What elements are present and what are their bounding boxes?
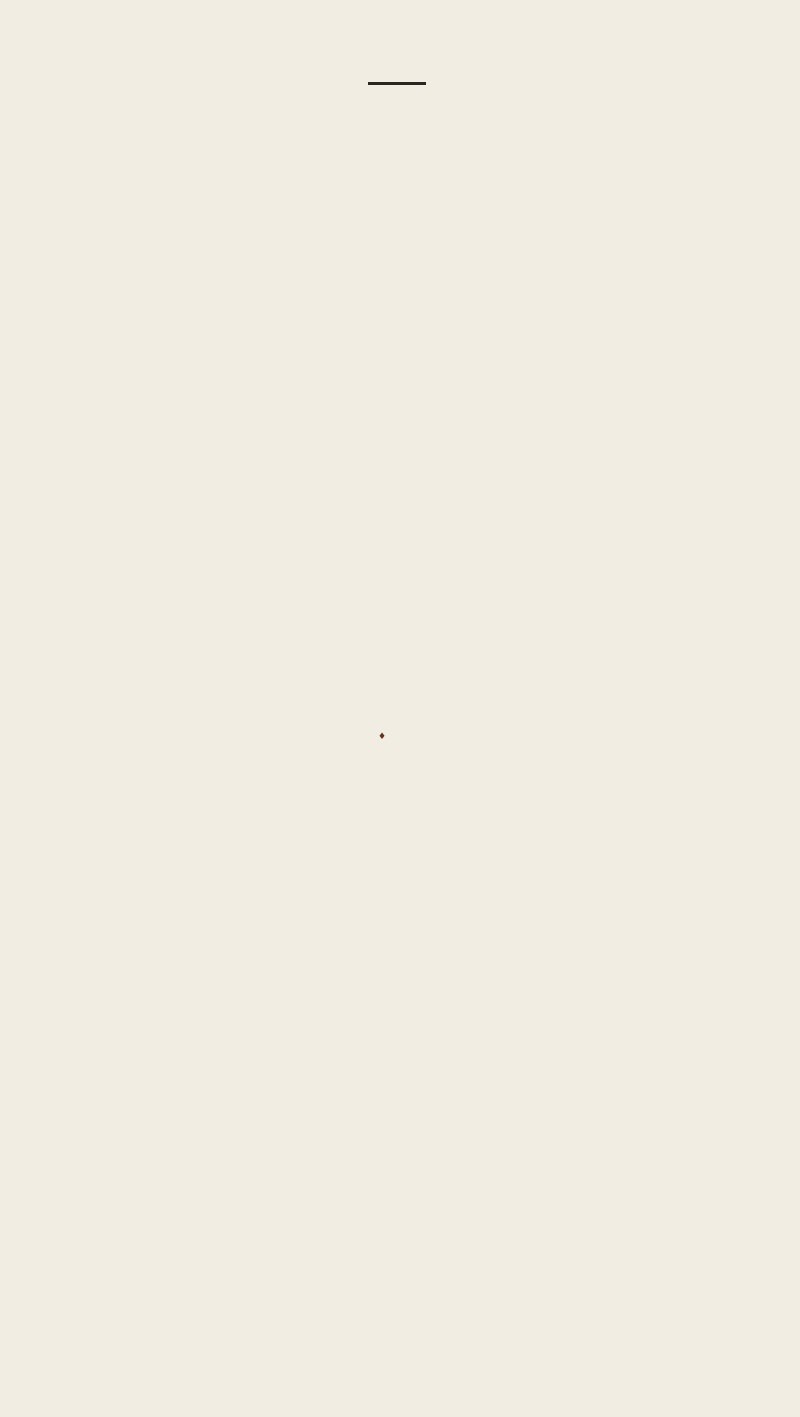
header-rule (368, 82, 426, 85)
page-header (0, 70, 800, 110)
printers-mark: ♦ (378, 732, 387, 742)
